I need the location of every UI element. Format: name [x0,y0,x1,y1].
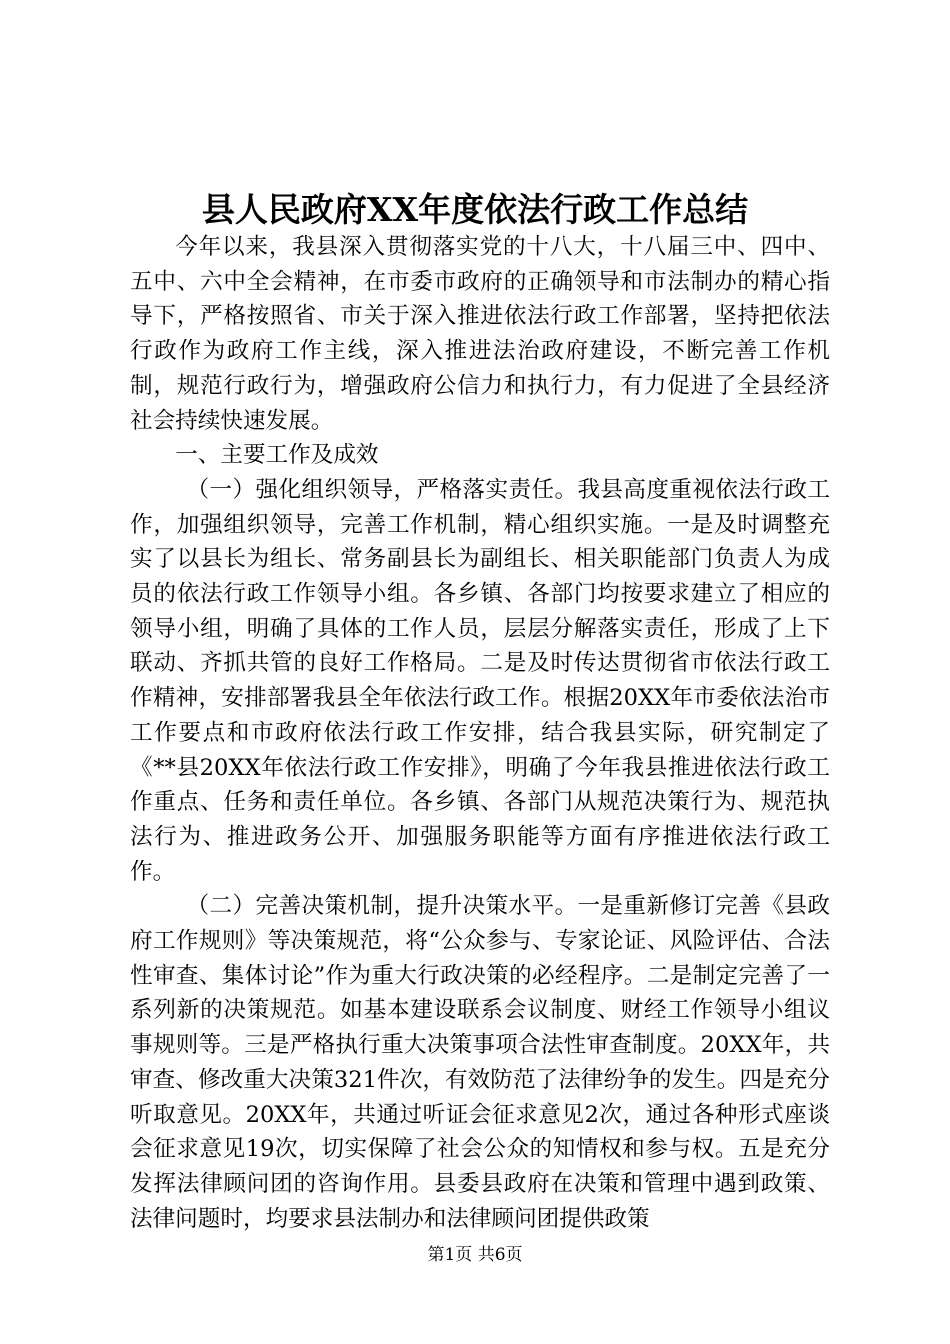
intro-paragraph: 今年以来，我县深入贯彻落实党的十八大，十八届三中、四中、五中、六中全会精神，在市委市政府的正确领导和市法制办的精心指导下，严格按照省、市关于深入推进依法行政工作部署，坚持把依法行政作为政府工作主线，深入推进法治政府建设，不断完善工作机制，规范行政行为，增强政府公信力和执行力，有力促进了全县经济社会持续快速发展。 [130,234,830,434]
document-body [130,230,830,1236]
section-heading-main-work: 一、主要工作及成效 [175,442,379,469]
page-number-footer: 第1页 共6页 [427,1245,523,1265]
paragraph-decision-mechanism: （二）完善决策机制，提升决策水平。一是重新修订完善《县政府工作规则》等决策规范，将“公众参与、专家论证、风险评估、合法性审查、集体讨论”作为重大行政决策的必经程序。二是制定完善了一系列新的决策规范。如基本建设联系会议制度、财经工作领导小组议事规则等。三是严格执行重大决策事项合法性审查制度。20XX年，共审查、修改重大决策321件次，有效防范了法律纷争的发生。四是充分听取意见。20XX年，共通过听证会征求意见2次，通过各种形式座谈会征求意见19次，切实保障了社会公众的知情权和参与权。五是充分发挥法律顾问团的咨询作用。县委县政府在决策和管理中遇到政策、法律问题时，均要求县法制办和法律顾问团提供政策 [130,893,830,1232]
document-title: 县人民政府XX年度依法行政工作总结 [201,190,749,229]
paragraph-organization-leadership: （一）强化组织领导，严格落实责任。我县高度重视依法行政工作，加强组织领导，完善工作机制，精心组织实施。一是及时调整充实了以县长为组长、常务副县长为副组长、相关职能部门负责人为成员的依法行政工作领导小组。各乡镇、各部门均按要求建立了相应的领导小组，明确了具体的工作人员，层层分解落实责任，形成了上下联动、齐抓共管的良好工作格局。二是及时传达贯彻省市依法行政工作精神，安排部署我县全年依法行政工作。根据20XX年市委依法治市工作要点和市政府依法行政工作安排，结合我县实际，研究制定了《**县20XX年依法行政工作安排》，明确了今年我县推进依法行政工作重点、任务和责任单位。各乡镇、各部门从规范决策行为、规范执法行为、推进政务公开、加强服务职能等方面有序推进依法行政工作。 [130,476,830,885]
